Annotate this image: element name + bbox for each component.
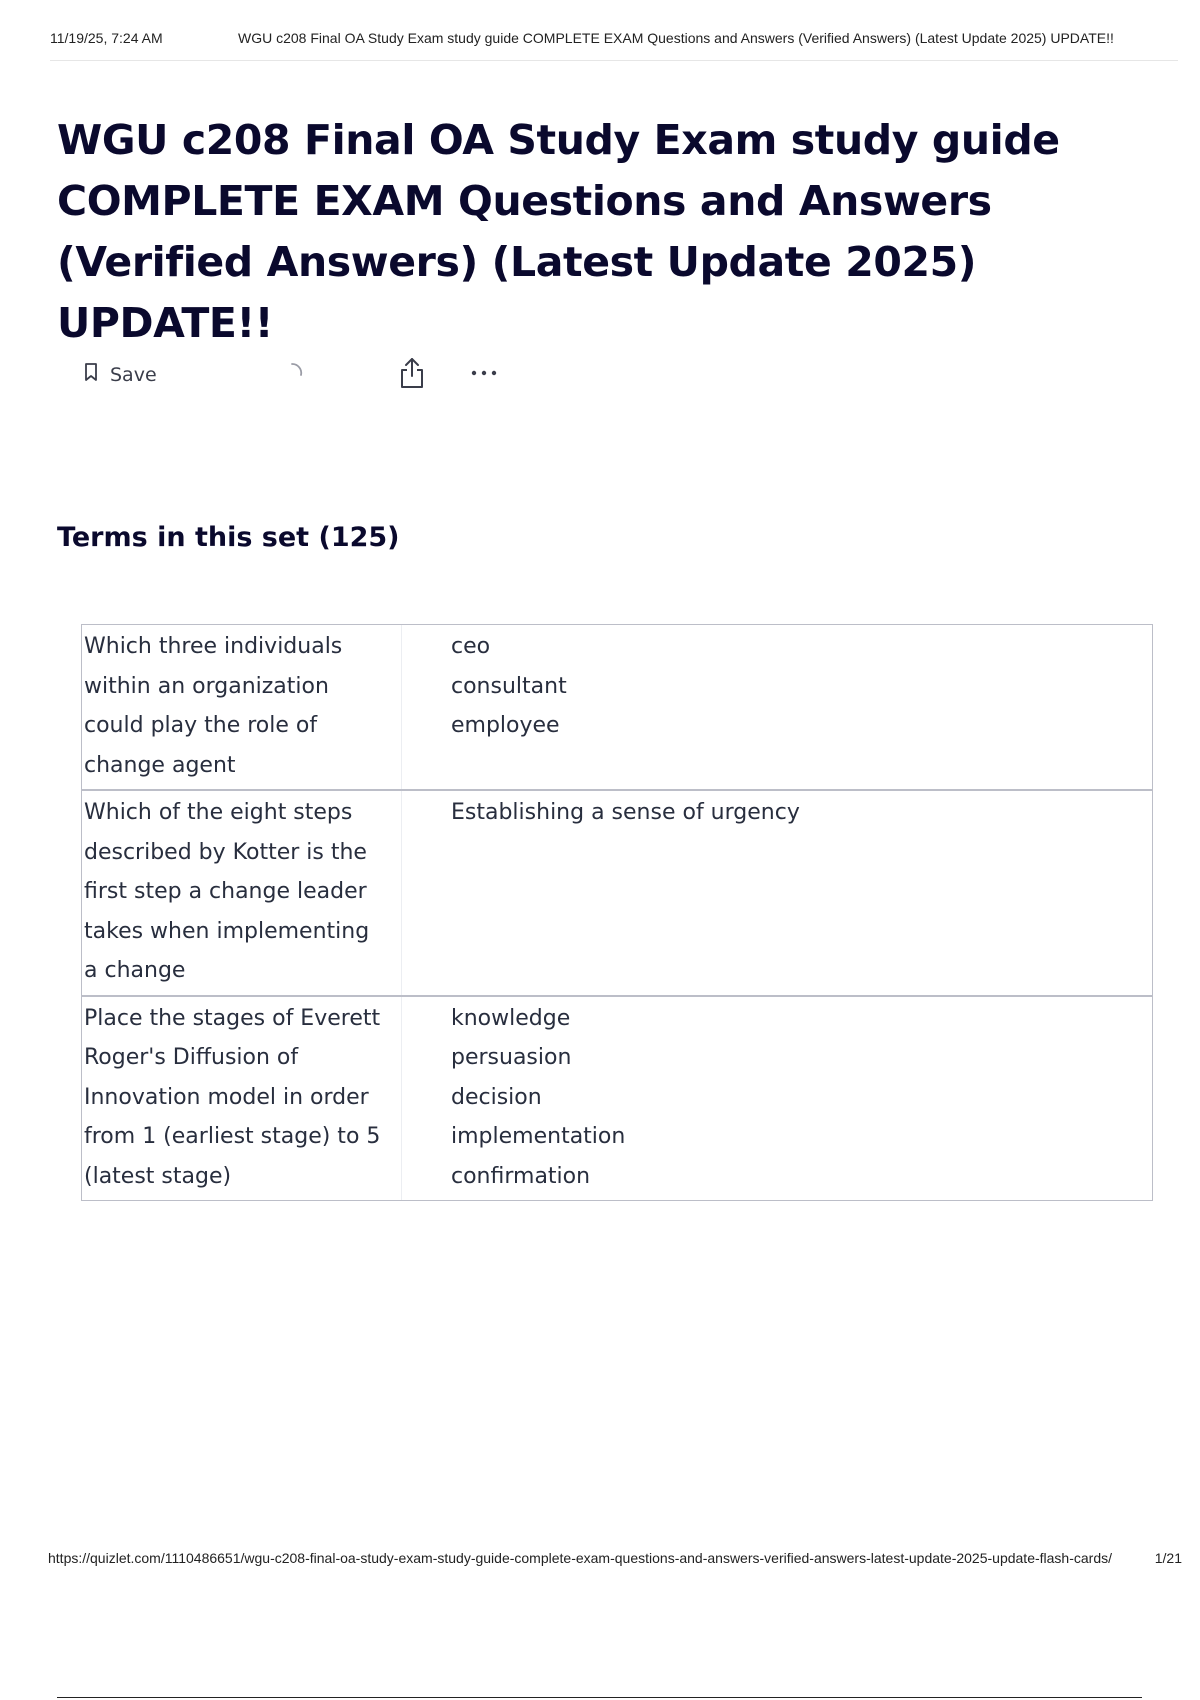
definition-line: ceo [451,634,491,659]
study-set-toolbar [84,356,524,396]
definition-line: confirmation [451,1163,591,1189]
definition-text [402,791,1152,995]
term-row [82,625,1152,791]
page-count: 1/21 [1154,1550,1182,1566]
definition-line: implementation [451,1124,626,1149]
print-document-title: WGU c208 Final OA Study Exam study guide COMPLETE EXAM Questions and Answers (Verified Answers) (Latest Update 2025) UPDATE!! [238,30,1114,46]
definition-text [402,997,1152,1201]
page-title: WGU c208 Final OA Study Exam study guide COMPLETE EXAM Questions and Answers (Verified Answers) (Latest Update 2025) UPDATE!! [57,116,1060,347]
term-text: Place the stages of Everett Roger's Diffusion of Innovation model in order from 1 (earliest stage) to 5 (latest stage) [82,997,402,1201]
definition-line: Establishing a sense of urgency [451,800,800,825]
term-row [82,997,1152,1201]
term-text: Which three individuals within an organization could play the role of change agent [82,625,402,789]
term-row [82,791,1152,997]
terms-heading: Terms in this set (125) [57,522,400,553]
save-button-label: Save [110,363,157,386]
bookmark-icon [84,362,98,387]
definition-line: knowledge [451,1005,571,1031]
share-icon [396,377,428,394]
page-divider [57,1697,1142,1698]
save-button[interactable] [84,362,157,387]
definition-text [402,625,1152,789]
definition-line: decision [451,1084,542,1110]
definition-line: consultant [451,673,567,699]
page-url: https://quizlet.com/1110486651/wgu-c208-final-oa-study-exam-study-guide-complete-exam-questions-and-answers-verified-answers-latest-update-2025-update-flash-cards/ [48,1550,1113,1566]
definition-line: employee [451,713,560,738]
more-options-icon [468,375,500,392]
term-text: Which of the eight steps described by Kotter is the first step a change leader takes when implementing a change [82,791,402,995]
print-header [50,30,1178,61]
definition-line: persuasion [451,1045,572,1070]
print-date: 11/19/25, 7:24 AM [50,30,163,46]
share-button[interactable] [396,356,428,390]
terms-table [81,624,1153,1201]
more-options-button[interactable] [468,358,500,388]
loading-spinner-icon [280,358,310,388]
